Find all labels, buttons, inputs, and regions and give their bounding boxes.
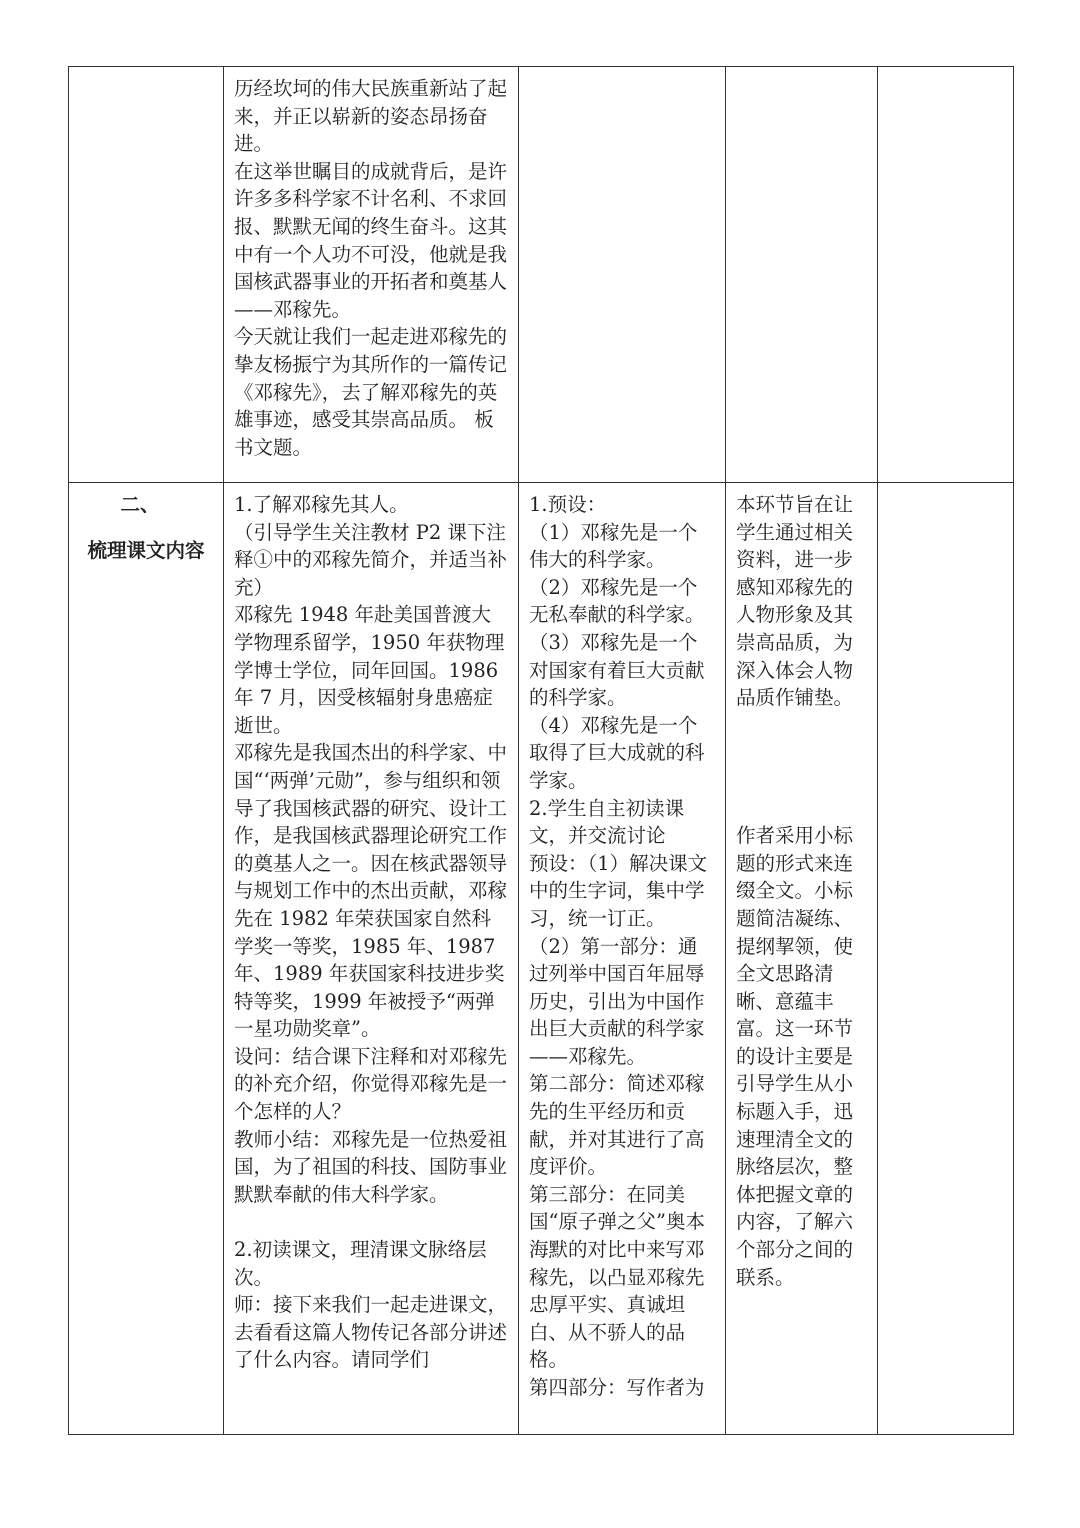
paragraph: 在这举世瞩目的成就背后，是许许多多科学家不计名利、不求回报、默默无闻的终生奋斗。这其中有一个人功不可没，他就是我国核武器事业的开拓者和奠基人——邓稼先。	[234, 159, 508, 321]
student-activity-cell	[519, 483, 726, 1435]
paragraph: 第四部分：写作者为	[529, 1376, 705, 1399]
paragraph: 教师小结：邓稼先是一位热爱祖国，为了祖国的科技、国防事业默默奉献的伟大科学家。	[234, 1127, 508, 1206]
blank-line	[234, 1208, 508, 1236]
paragraph: 2.学生自主初读课文，并交流讨论	[529, 796, 685, 848]
lesson-plan-table	[68, 66, 1014, 1435]
stage-number: 二、	[120, 493, 160, 516]
paragraph: 今天就让我们一起走进邓稼先的挚友杨振宁为其所作的一篇传记《邓稼先》，去了解邓稼先的英雄事迹，感受其崇高品质。 板书文题。	[234, 325, 508, 459]
paragraph: 第三部分：在同美国“原子弹之父”奥本海默的对比中来写邓稼先，以凸显邓稼先忠厚平实、真诚坦白、从不骄人的品格。	[529, 1182, 705, 1372]
paragraph: 1.了解邓稼先其人。	[234, 493, 409, 516]
paragraph: （引导学生关注教材 P2 课下注释①中的邓稼先简介，并适当补充）	[234, 520, 508, 599]
stage-title: 梳理课文内容	[87, 538, 205, 562]
design-intent-cell	[726, 67, 878, 483]
teacher-activity-cell	[224, 67, 519, 483]
paragraph: 第二部分：简述邓稼先的生平经历和贡献，并对其进行了高度评价。	[529, 1072, 705, 1179]
paragraph: （4）邓稼先是一个取得了巨大成就的科学家。	[529, 713, 705, 792]
paragraph: 作者采用小标题的形式来连缀全文。小标题简洁凝练、提纲挈领，使全文思路清晰、意蕴丰富。这一环节的设计主要是引导学生从小标题入手，迅速理清全文的脉络层次，整体把握文章的内容，了解六个部分之间的联系。	[736, 824, 854, 1289]
paragraph: 预设：（1）解决课文中的生字词，集中学习，统一订正。	[529, 851, 708, 930]
stage-cell	[69, 67, 224, 483]
paragraph: （3）邓稼先是一个对国家有着巨大贡献的科学家。	[529, 630, 705, 710]
paragraph: （2）邓稼先是一个无私奉献的科学家。	[529, 575, 705, 627]
notes-cell	[878, 483, 1014, 1435]
blank-line	[736, 712, 867, 740]
table-row	[69, 483, 1014, 1435]
paragraph: 1.预设：	[529, 493, 607, 516]
blank-line	[736, 739, 867, 767]
paragraph: （2）第一部分：通过列举中国百年屈辱历史，引出为中国作出巨大贡献的科学家——邓稼先。	[529, 934, 705, 1068]
student-activity-cell	[519, 67, 726, 483]
paragraph: 2.初读课文，理清课文脉络层次。	[234, 1238, 487, 1289]
notes-cell	[878, 67, 1014, 483]
paragraph: 设问：结合课下注释和对邓稼先的补充介绍，你觉得邓稼先是一个怎样的人？	[234, 1044, 508, 1124]
paragraph: （1）邓稼先是一个伟大的科学家。	[529, 520, 698, 572]
blank-line	[736, 795, 867, 823]
paragraph: 历经坎坷的伟大民族重新站了起来，并正以崭新的姿态昂扬奋进。	[234, 77, 508, 156]
table-row	[69, 67, 1014, 483]
stage-cell	[69, 483, 224, 1435]
paragraph: 邓稼先是我国杰出的科学家、中国“‘两弹’元勋”，参与组织和领导了我国核武器的研究、设计工作，是我国核武器理论研究工作的奠基人之一。因在核武器领导与规划工作中的杰出贡献，邓稼先在 1982 年荣获国家自然科学奖一等奖，1985 年、1987 年、1989 年获国家科技进步奖特等奖，1999 年被授予“两弹一星功勋奖章”。	[234, 741, 508, 1041]
paragraph: 邓稼先 1948 年赴美国普渡大学物理系留学，1950 年获物理学博士学位，同年回国。1986 年 7 月，因受核辐射身患癌症逝世。	[234, 603, 505, 737]
blank-line	[736, 767, 867, 795]
paragraph: 本环节旨在让学生通过相关资料，进一步感知邓稼先的人物形象及其崇高品质，为深入体会人物品质作铺垫。	[736, 493, 854, 710]
teacher-activity-cell	[224, 483, 519, 1435]
design-intent-cell	[726, 483, 878, 1435]
paragraph: 师：接下来我们一起走进课文，去看看这篇人物传记各部分讲述了什么内容。请同学们	[234, 1293, 508, 1372]
